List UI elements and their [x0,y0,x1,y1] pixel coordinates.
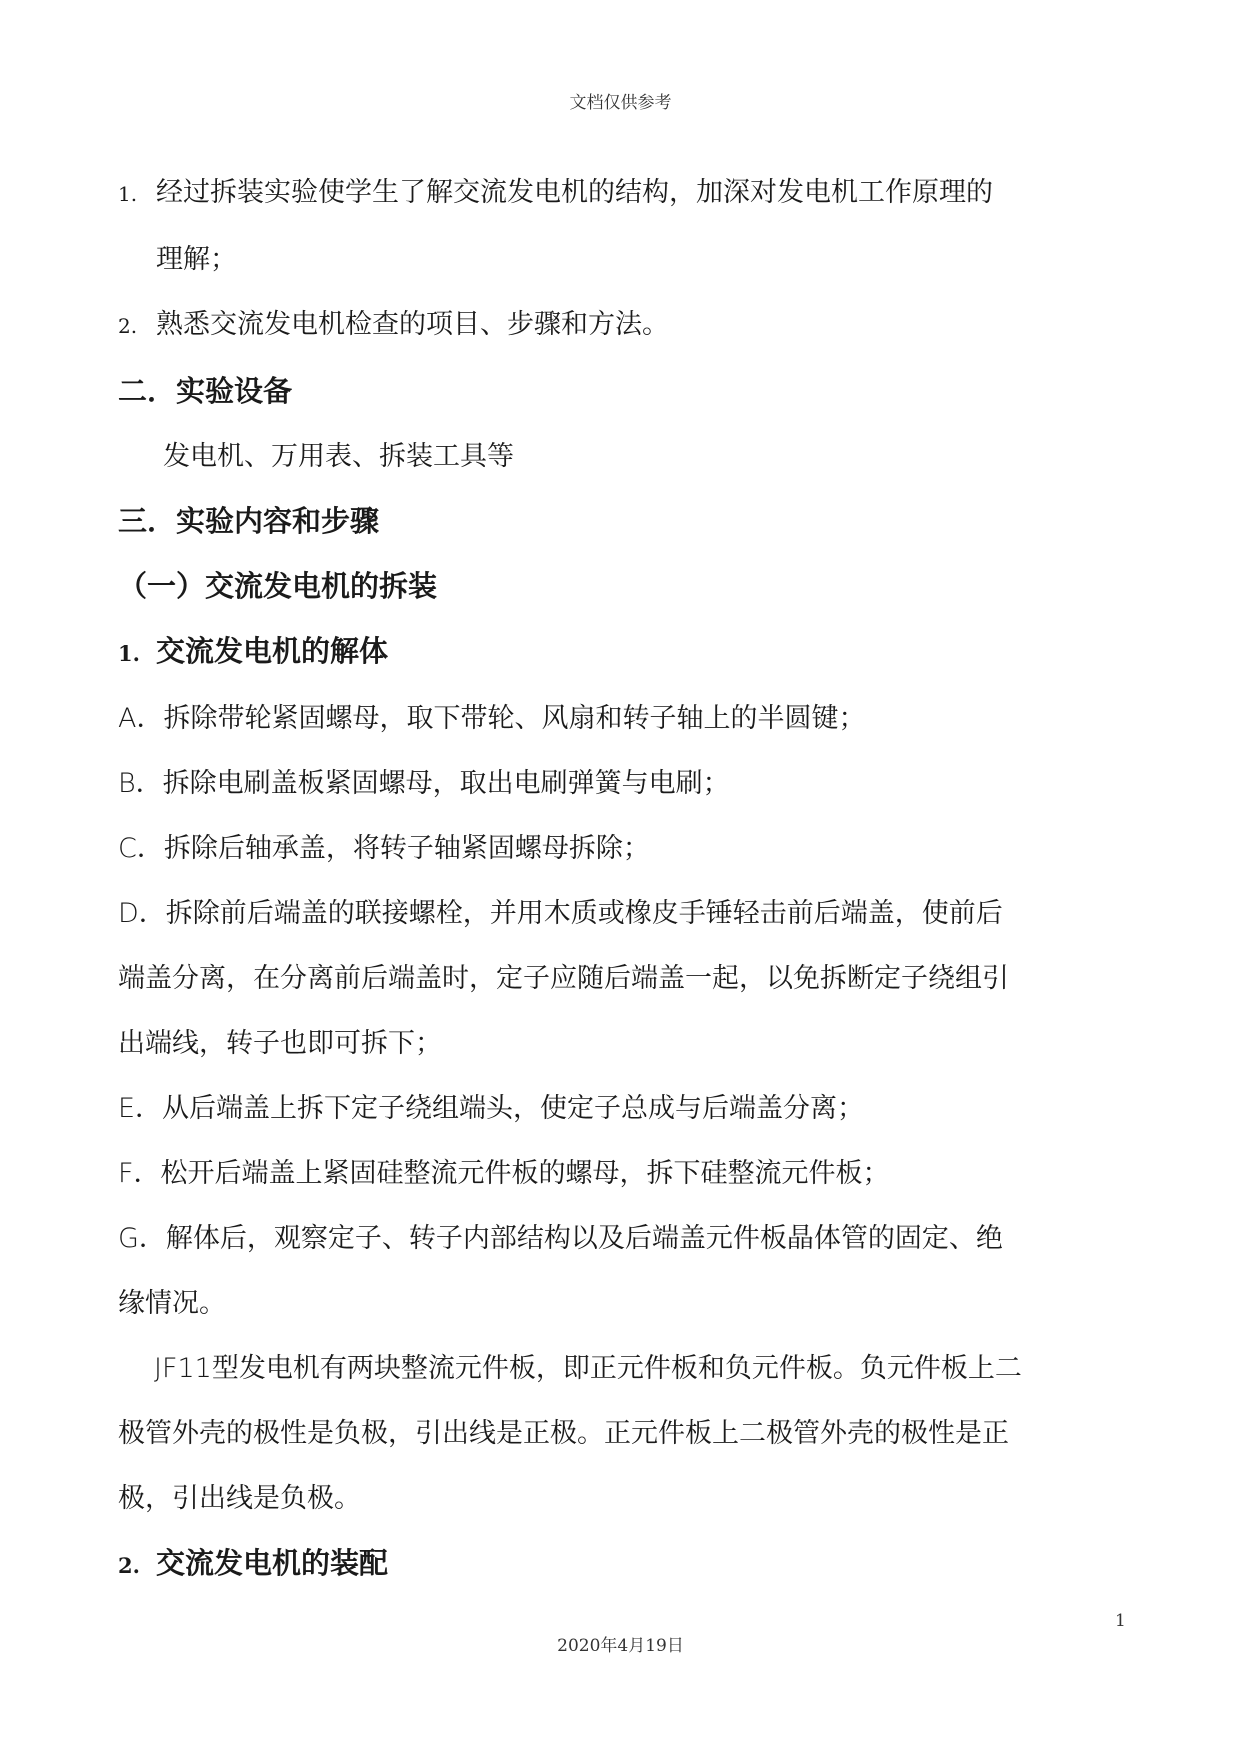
step-d-line-3: 出端线，转子也即可拆下； [118,1028,442,1059]
item-text: 熟悉交流发电机检查的项目、步骤和方法。 [156,309,669,340]
objective-item-1-cont: 理解； [156,244,237,275]
note-paragraph-line-3: 极，引出线是负极。 [118,1483,361,1514]
step-b: B．拆除电刷盖板紧固螺母，取出电刷弹簧与电刷； [118,768,730,799]
document-body [118,160,1128,1598]
section-heading-steps: 三．实验内容和步骤 [118,504,380,538]
note-paragraph-line-1: JF11型发电机有两块整流元件板，即正元件板和负元件板。负元件板上二 [154,1353,1022,1384]
objective-item-2 [118,292,1128,359]
step-title: 交流发电机的解体 [156,634,389,668]
step-g-line-1: G．解体后，观察定子、转子内部结构以及后端盖元件板晶体管的固定、绝 [118,1223,1003,1254]
step-g-line-2: 缘情况。 [118,1288,226,1319]
step-number: 2. [118,1553,140,1578]
step-heading-2 [118,1531,1128,1598]
step-heading-1 [118,619,1128,686]
note-paragraph-line-2: 极管外壳的极性是负极，引出线是正极。正元件板上二极管外壳的极性是正 [118,1418,1009,1449]
step-a: A．拆除带轮紧固螺母，取下带轮、风扇和转子轴上的半圆键； [118,703,866,734]
item-text: 经过拆装实验使学生了解交流发电机的结构，加深对发电机工作原理的 [156,177,993,208]
subsection-heading: （一）交流发电机的拆装 [118,569,438,603]
objective-item-1 [118,160,1128,227]
footer-date: 2020年4月19日 [557,1636,684,1656]
step-title: 交流发电机的装配 [156,1546,389,1580]
step-e: E．从后端盖上拆下定子绕组端头，使定子总成与后端盖分离； [118,1093,865,1124]
item-number: 1. [118,182,138,206]
step-c: C．拆除后轴承盖，将转子轴紧固螺母拆除； [118,833,650,864]
section-heading-equipment: 二．实验设备 [118,374,293,408]
step-number: 1. [118,641,140,666]
step-d-line-1: D．拆除前后端盖的联接螺栓，并用木质或橡皮手锤轻击前后端盖，使前后 [118,898,1003,929]
page-number: 1 [1115,1611,1126,1631]
item-number: 2. [118,314,138,338]
step-f: F．松开后端盖上紧固硅整流元件板的螺母，拆下硅整流元件板； [118,1158,890,1189]
equipment-text: 发电机、万用表、拆装工具等 [163,441,514,472]
page-header: 文档仅供参考 [569,93,672,113]
step-d-line-2: 端盖分离，在分离前后端盖时，定子应随后端盖一起，以免拆断定子绕组引 [118,963,1009,994]
